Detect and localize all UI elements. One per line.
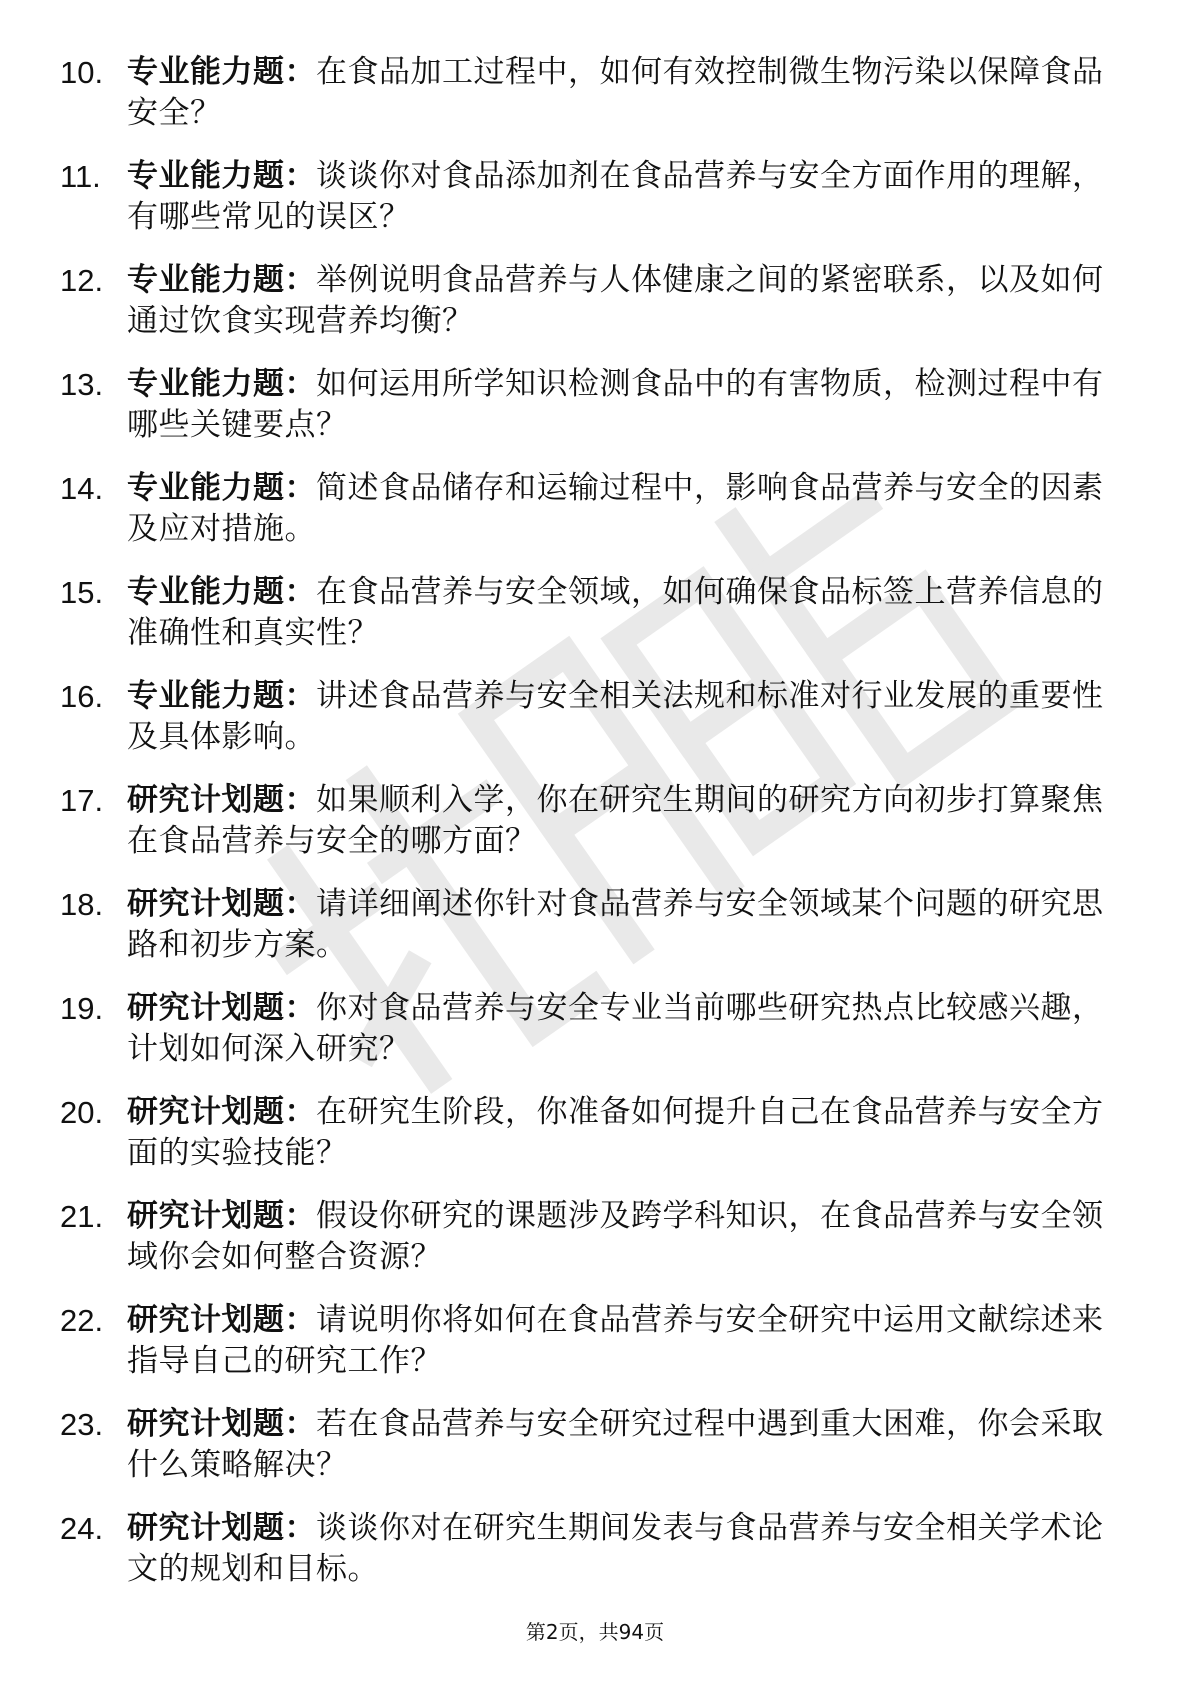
question-number: 22. [60,1303,104,1338]
question-category: 专业能力题： [127,470,316,506]
question-category: 研究计划题： [127,782,316,818]
question-text: 在食品加工过程中，如何有效控制微生物污染以保障食品安全？ [127,54,1104,131]
question-category: 研究计划题： [127,990,316,1026]
question-text: 如果顺利入学，你在研究生期间的研究方向初步打算聚焦在食品营养与安全的哪方面？ [127,782,1104,859]
question-text: 假设你研究的课题涉及跨学科知识，在食品营养与安全领域你会如何整合资源？ [127,1198,1104,1275]
question-number: 23. [60,1407,104,1442]
question-item [60,1300,1110,1404]
question-number: 16. [60,679,104,714]
question-item [60,156,1110,260]
question-category: 研究计划题： [127,1094,316,1130]
question-item [60,676,1110,780]
question-category: 专业能力题： [127,54,316,90]
question-text: 谈谈你对食品添加剂在食品营养与安全方面作用的理解，有哪些常见的误区？ [127,158,1104,235]
question-item [60,1092,1110,1196]
question-category: 研究计划题： [127,1302,316,1338]
question-category: 专业能力题： [127,574,316,610]
question-list [60,52,1110,1612]
question-text: 如何运用所学知识检测食品中的有害物质，检测过程中有哪些关键要点？ [127,366,1104,443]
question-text: 谈谈你对在研究生期间发表与食品营养与安全相关学术论文的规划和目标。 [127,1510,1104,1587]
question-item [60,468,1110,572]
question-number: 18. [60,887,104,922]
question-text: 在研究生阶段，你准备如何提升自己在食品营养与安全方面的实验技能？ [127,1094,1104,1171]
question-item [60,988,1110,1092]
question-category: 研究计划题： [127,1198,316,1234]
question-number: 12. [60,263,104,298]
question-item [60,1508,1110,1612]
question-item [60,572,1110,676]
question-number: 11. [60,159,101,194]
question-category: 研究计划题： [127,1406,316,1442]
question-text: 简述食品储存和运输过程中，影响食品营养与安全的因素及应对措施。 [127,470,1104,547]
question-number: 15. [60,575,104,610]
question-item [60,52,1110,156]
question-text: 请详细阐述你针对食品营养与安全领域某个问题的研究思路和初步方案。 [127,886,1104,963]
question-number: 17. [60,783,104,818]
question-number: 21. [60,1199,104,1234]
question-category: 研究计划题： [127,886,316,922]
question-category: 专业能力题： [127,158,316,194]
question-text: 请说明你将如何在食品营养与安全研究中运用文献综述来指导自己的研究工作？ [127,1302,1104,1379]
question-text: 在食品营养与安全领域，如何确保食品标签上营养信息的准确性和真实性？ [127,574,1104,651]
question-number: 19. [60,991,104,1026]
question-item [60,1196,1110,1300]
question-text: 你对食品营养与安全专业当前哪些研究热点比较感兴趣，计划如何深入研究？ [127,990,1104,1067]
question-number: 13. [60,367,104,402]
question-number: 20. [60,1095,104,1130]
question-text: 举例说明食品营养与人体健康之间的紧密联系，以及如何通过饮食实现营养均衡？ [127,262,1104,339]
question-item [60,780,1110,884]
question-number: 24. [60,1511,104,1546]
question-text: 若在食品营养与安全研究过程中遇到重大困难，你会采取什么策略解决？ [127,1406,1104,1483]
question-number: 14. [60,471,104,506]
question-item [60,364,1110,468]
question-category: 专业能力题： [127,262,316,298]
page-footer: 第2页，共94页 [525,1620,665,1644]
question-item [60,260,1110,364]
question-item [60,1404,1110,1508]
question-text: 讲述食品营养与安全相关法规和标准对行业发展的重要性及具体影响。 [127,678,1104,755]
question-category: 专业能力题： [127,366,316,402]
question-number: 10. [60,55,104,90]
question-item [60,884,1110,988]
question-category: 专业能力题： [127,678,316,714]
question-category: 研究计划题： [127,1510,316,1546]
